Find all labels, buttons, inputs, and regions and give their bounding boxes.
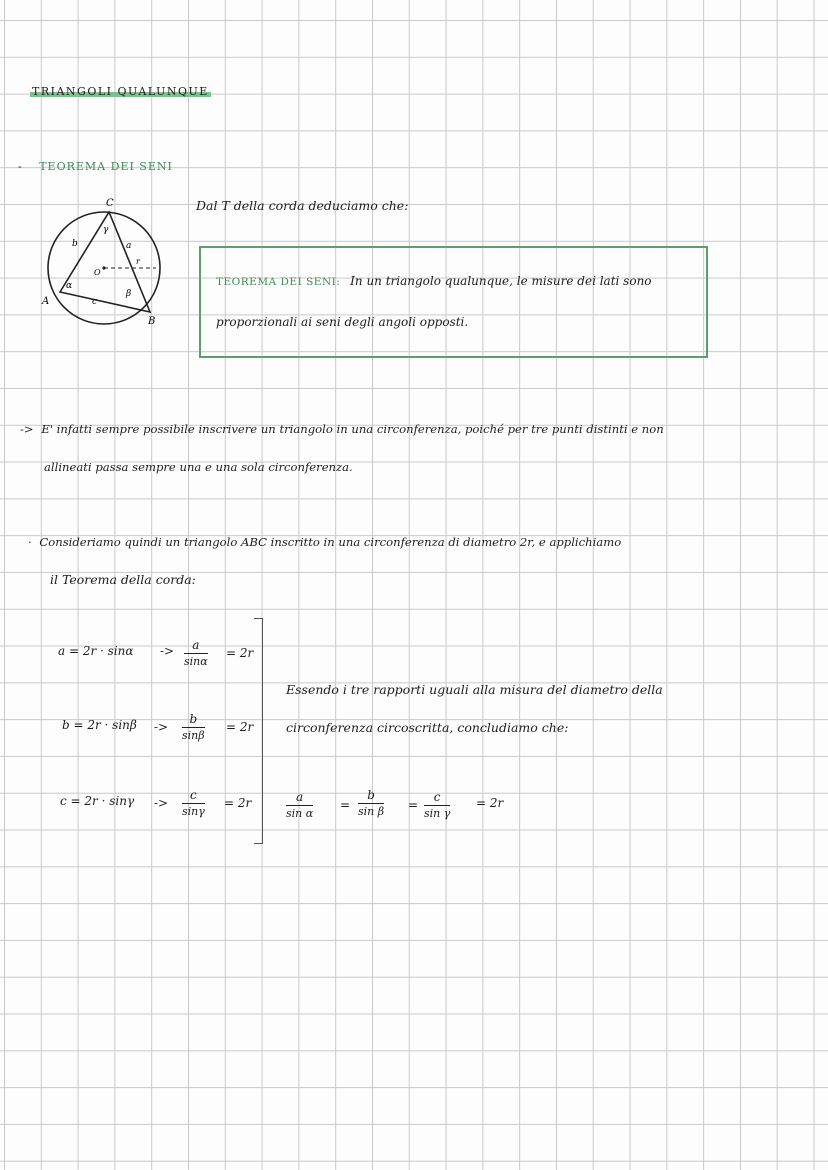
section-dash: - (18, 160, 23, 173)
inscribed-triangle-diagram (30, 192, 180, 332)
label-C: C (106, 198, 114, 209)
fraction-num: b (358, 788, 384, 804)
equation-b-rhs: = 2r (226, 720, 254, 734)
equation-c-rhs: = 2r (224, 796, 252, 810)
equation-b-fraction (182, 712, 205, 742)
label-a-side: a (126, 241, 132, 251)
fraction-den: sin γ (424, 807, 451, 820)
equation-a-fraction (184, 638, 208, 668)
fraction-num: c (182, 788, 205, 804)
note-text-1: E' infatti sempre possibile inscrivere un triangolo in una circonferenza, poiché per tre punti distinti e non (41, 422, 664, 436)
equation-a-lhs: a = 2r · sinα (58, 644, 134, 658)
theorem-heading: TEOREMA DEI SENI: (216, 276, 341, 288)
label-gamma: γ (103, 225, 109, 235)
fraction-den: sinα (184, 655, 208, 668)
consider-line-2: il Teorema della corda: (50, 572, 196, 587)
label-b-side: b (72, 239, 78, 249)
fraction-num: a (286, 790, 313, 806)
theorem-line-2: proporzionali ai seni degli angoli opposti. (216, 315, 469, 329)
label-beta: β (126, 289, 132, 299)
equations-bracket (254, 618, 263, 844)
label-B: B (148, 316, 156, 327)
equation-a-rhs: = 2r (226, 646, 254, 660)
fraction-den: sinβ (182, 729, 205, 742)
final-fraction-c (424, 790, 450, 820)
equation-c-fraction (182, 788, 205, 818)
theorem-line-1 (216, 274, 652, 288)
label-radius: r (136, 257, 140, 266)
consider-bullet: · (28, 535, 32, 549)
final-fraction-a (286, 790, 313, 820)
fraction-den: sin β (358, 805, 385, 818)
label-A: A (42, 296, 50, 307)
final-equals-2: = (408, 798, 419, 812)
conclusion-line-1: Essendo i tre rapporti uguali alla misura del diametro della (286, 682, 663, 697)
final-result: = 2r (476, 796, 504, 810)
fraction-num: b (182, 712, 205, 728)
fraction-den: sin α (286, 807, 314, 820)
equation-a-arrow: -> (160, 644, 175, 658)
conclusion-line-2: circonferenza circoscritta, concludiamo che: (286, 720, 569, 735)
section-heading (18, 160, 173, 173)
equation-c-lhs: c = 2r · sinγ (60, 794, 135, 808)
label-c-side: c (92, 297, 98, 307)
note-line-1 (20, 422, 664, 436)
theorem-text-1: In un triangolo qualunque, le misure dei lati sono (350, 274, 652, 288)
note-arrow: -> (20, 422, 34, 436)
label-alpha: α (66, 281, 73, 291)
note-line-2: allineati passa sempre una e una sola circonferenza. (44, 460, 353, 474)
center-point (102, 266, 105, 269)
equation-c-arrow: -> (154, 796, 169, 810)
section-title: TEOREMA DEI SENI (39, 160, 173, 173)
label-center: O (94, 268, 101, 277)
page-title: TRIANGOLI QUALUNQUE (32, 85, 209, 98)
intro-text: Dal T della corda deduciamo che: (196, 198, 409, 213)
equation-b-arrow: -> (154, 720, 169, 734)
equation-b-lhs: b = 2r · sinβ (62, 718, 137, 732)
fraction-num: c (424, 790, 450, 806)
consider-line-1 (28, 535, 621, 549)
consider-text-1: Consideriamo quindi un triangolo ABC inscritto in una circonferenza di diametro 2r, e applichiamo (39, 535, 622, 549)
fraction-den: sinγ (182, 805, 205, 818)
final-fraction-b (358, 788, 384, 818)
final-equals-1: = (340, 798, 351, 812)
theorem-box (199, 246, 708, 358)
fraction-num: a (184, 638, 208, 654)
